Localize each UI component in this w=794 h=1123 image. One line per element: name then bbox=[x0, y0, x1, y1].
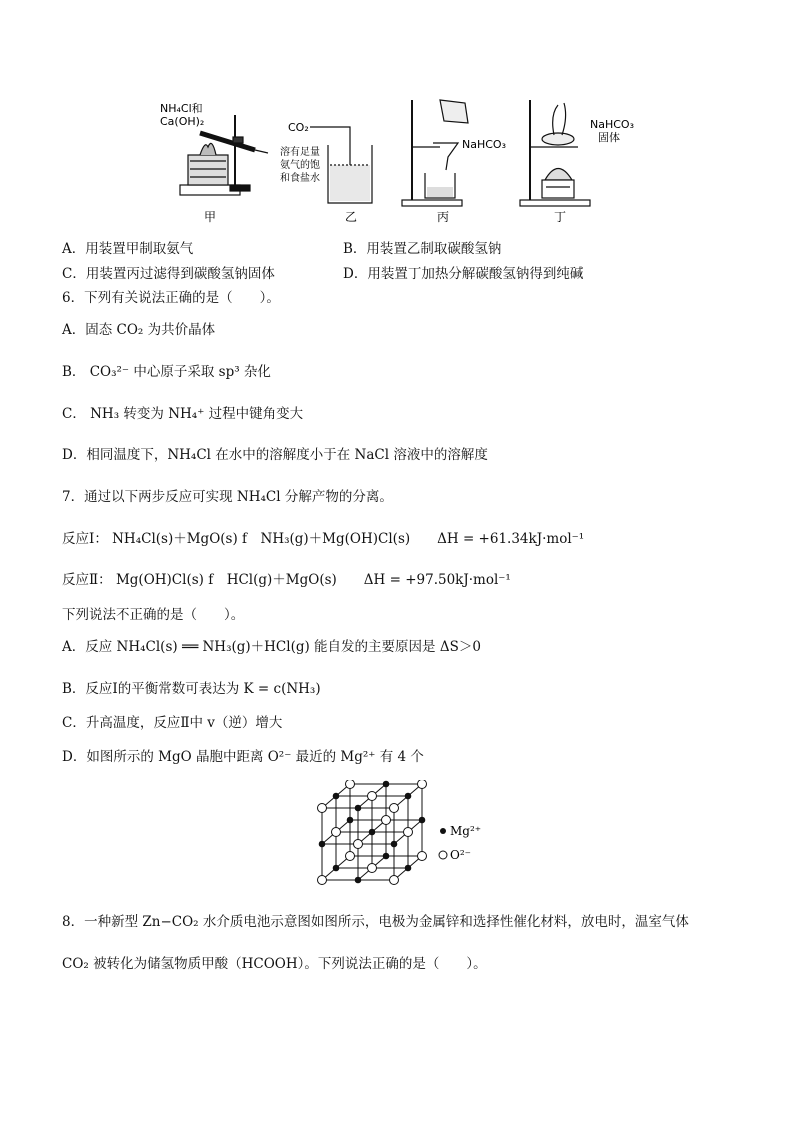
mg-legend-dot bbox=[440, 828, 446, 834]
mg-ion bbox=[383, 781, 389, 787]
mg-ion bbox=[419, 817, 425, 823]
jia-label: 甲 bbox=[204, 210, 217, 224]
mg-legend-label: Mg²⁺ bbox=[450, 824, 482, 838]
mg-ion bbox=[333, 793, 339, 799]
jia-reagent-1: NH₄Cl和 bbox=[160, 102, 203, 115]
o-ion bbox=[418, 780, 427, 789]
q5-option-c: C．用装置丙过滤得到碳酸氢钠固体 bbox=[62, 266, 275, 282]
ding-label: 丁 bbox=[554, 210, 567, 224]
mg-ion bbox=[405, 865, 411, 871]
mg-ion bbox=[383, 853, 389, 859]
mg-ion bbox=[355, 805, 361, 811]
q6-option-d: D．相同温度下，NH₄Cl 在水中的溶解度小于在 NaCl 溶液中的溶解度 bbox=[62, 447, 488, 463]
mg-ion bbox=[369, 829, 375, 835]
q7-option-d: D．如图所示的 MgO 晶胞中距离 O²⁻ 最近的 Mg²⁺ 有 4 个 bbox=[62, 749, 424, 765]
q6-option-c: C． NH₃ 转变为 NH₄⁺ 过程中键角变大 bbox=[62, 406, 304, 422]
jia-reagent-2: Ca(OH)₂ bbox=[160, 115, 205, 128]
bing-reagent: NaHCO₃ bbox=[462, 138, 506, 151]
mg-ion bbox=[391, 841, 397, 847]
o-ion bbox=[390, 804, 399, 813]
q6-stem: 6．下列有关说法正确的是（ ）。 bbox=[62, 290, 280, 306]
ding-reagent-2: 固体 bbox=[598, 131, 620, 144]
yi-gas: CO₂ bbox=[288, 121, 309, 134]
q7-ask: 下列说法不正确的是（ ）。 bbox=[62, 607, 245, 623]
q7-reaction-1: 反应Ⅰ： NH₄Cl(s)＋MgO(s) f NH₃(g)＋Mg(OH)Cl(s) ΔH = +61.34kJ·mol⁻¹ bbox=[62, 531, 585, 547]
mgo-crystal-figure bbox=[310, 780, 510, 890]
o-legend-label: O²⁻ bbox=[450, 848, 471, 862]
q8-line-2: CO₂ 被转化为储氢物质甲酸（HCOOH）。下列说法正确的是（ ）。 bbox=[62, 956, 487, 972]
o-ion bbox=[346, 780, 355, 789]
o-ion bbox=[418, 852, 427, 861]
o-ion bbox=[318, 804, 327, 813]
o-ion bbox=[404, 828, 413, 837]
q5-option-a: A．用装置甲制取氨气 bbox=[62, 241, 194, 257]
o-ion bbox=[318, 876, 327, 885]
q7-reaction-2: 反应Ⅱ： Mg(OH)Cl(s) f HCl(g)＋MgO(s) ΔH = +97.50kJ·mol⁻¹ bbox=[62, 572, 511, 588]
yi-label: 乙 bbox=[345, 210, 358, 224]
o-legend-dot bbox=[439, 851, 447, 859]
mg-ion bbox=[405, 793, 411, 799]
o-ion bbox=[332, 828, 341, 837]
q5-option-b: B．用装置乙制取碳酸氢钠 bbox=[343, 241, 502, 257]
q7-option-b: B．反应Ⅰ的平衡常数可表达为 K = c(NH₃) bbox=[62, 681, 321, 697]
q7-option-c: C．升高温度，反应Ⅱ中 v（逆）增大 bbox=[62, 715, 283, 731]
yi-note-3: 和食盐水 bbox=[280, 173, 320, 184]
mg-ion bbox=[319, 841, 325, 847]
q7-stem: 7．通过以下两步反应可实现 NH₄Cl 分解产物的分离。 bbox=[62, 489, 393, 505]
o-ion bbox=[368, 792, 377, 801]
o-ion bbox=[368, 864, 377, 873]
o-ion bbox=[382, 816, 391, 825]
bing-label: 丙 bbox=[437, 210, 450, 224]
yi-note-1: 溶有足量 bbox=[280, 147, 320, 158]
o-ion bbox=[390, 876, 399, 885]
o-ion bbox=[354, 840, 363, 849]
q8-line-1: 8．一种新型 Zn−CO₂ 水介质电池示意图如图所示，电极为金属锌和选择性催化材料，放电时，温室气体 bbox=[62, 914, 689, 930]
mg-ion bbox=[333, 865, 339, 871]
q6-option-b: B． CO₃²⁻ 中心原子采取 sp³ 杂化 bbox=[62, 364, 271, 380]
yi-note-2: 氨气的饱 bbox=[280, 160, 320, 171]
q6-option-a: A．固态 CO₂ 为共价晶体 bbox=[62, 322, 216, 338]
ding-reagent-1: NaHCO₃ bbox=[590, 118, 634, 131]
mg-ion bbox=[347, 817, 353, 823]
apparatus-figure bbox=[150, 95, 650, 230]
mg-ion bbox=[355, 877, 361, 883]
q7-option-a: A．反应 NH₄Cl(s) ══ NH₃(g)＋HCl(g) 能自发的主要原因是 ΔS＞0 bbox=[62, 639, 481, 655]
o-ion bbox=[346, 852, 355, 861]
q5-option-d: D．用装置丁加热分解碳酸氢钠得到纯碱 bbox=[343, 266, 584, 282]
